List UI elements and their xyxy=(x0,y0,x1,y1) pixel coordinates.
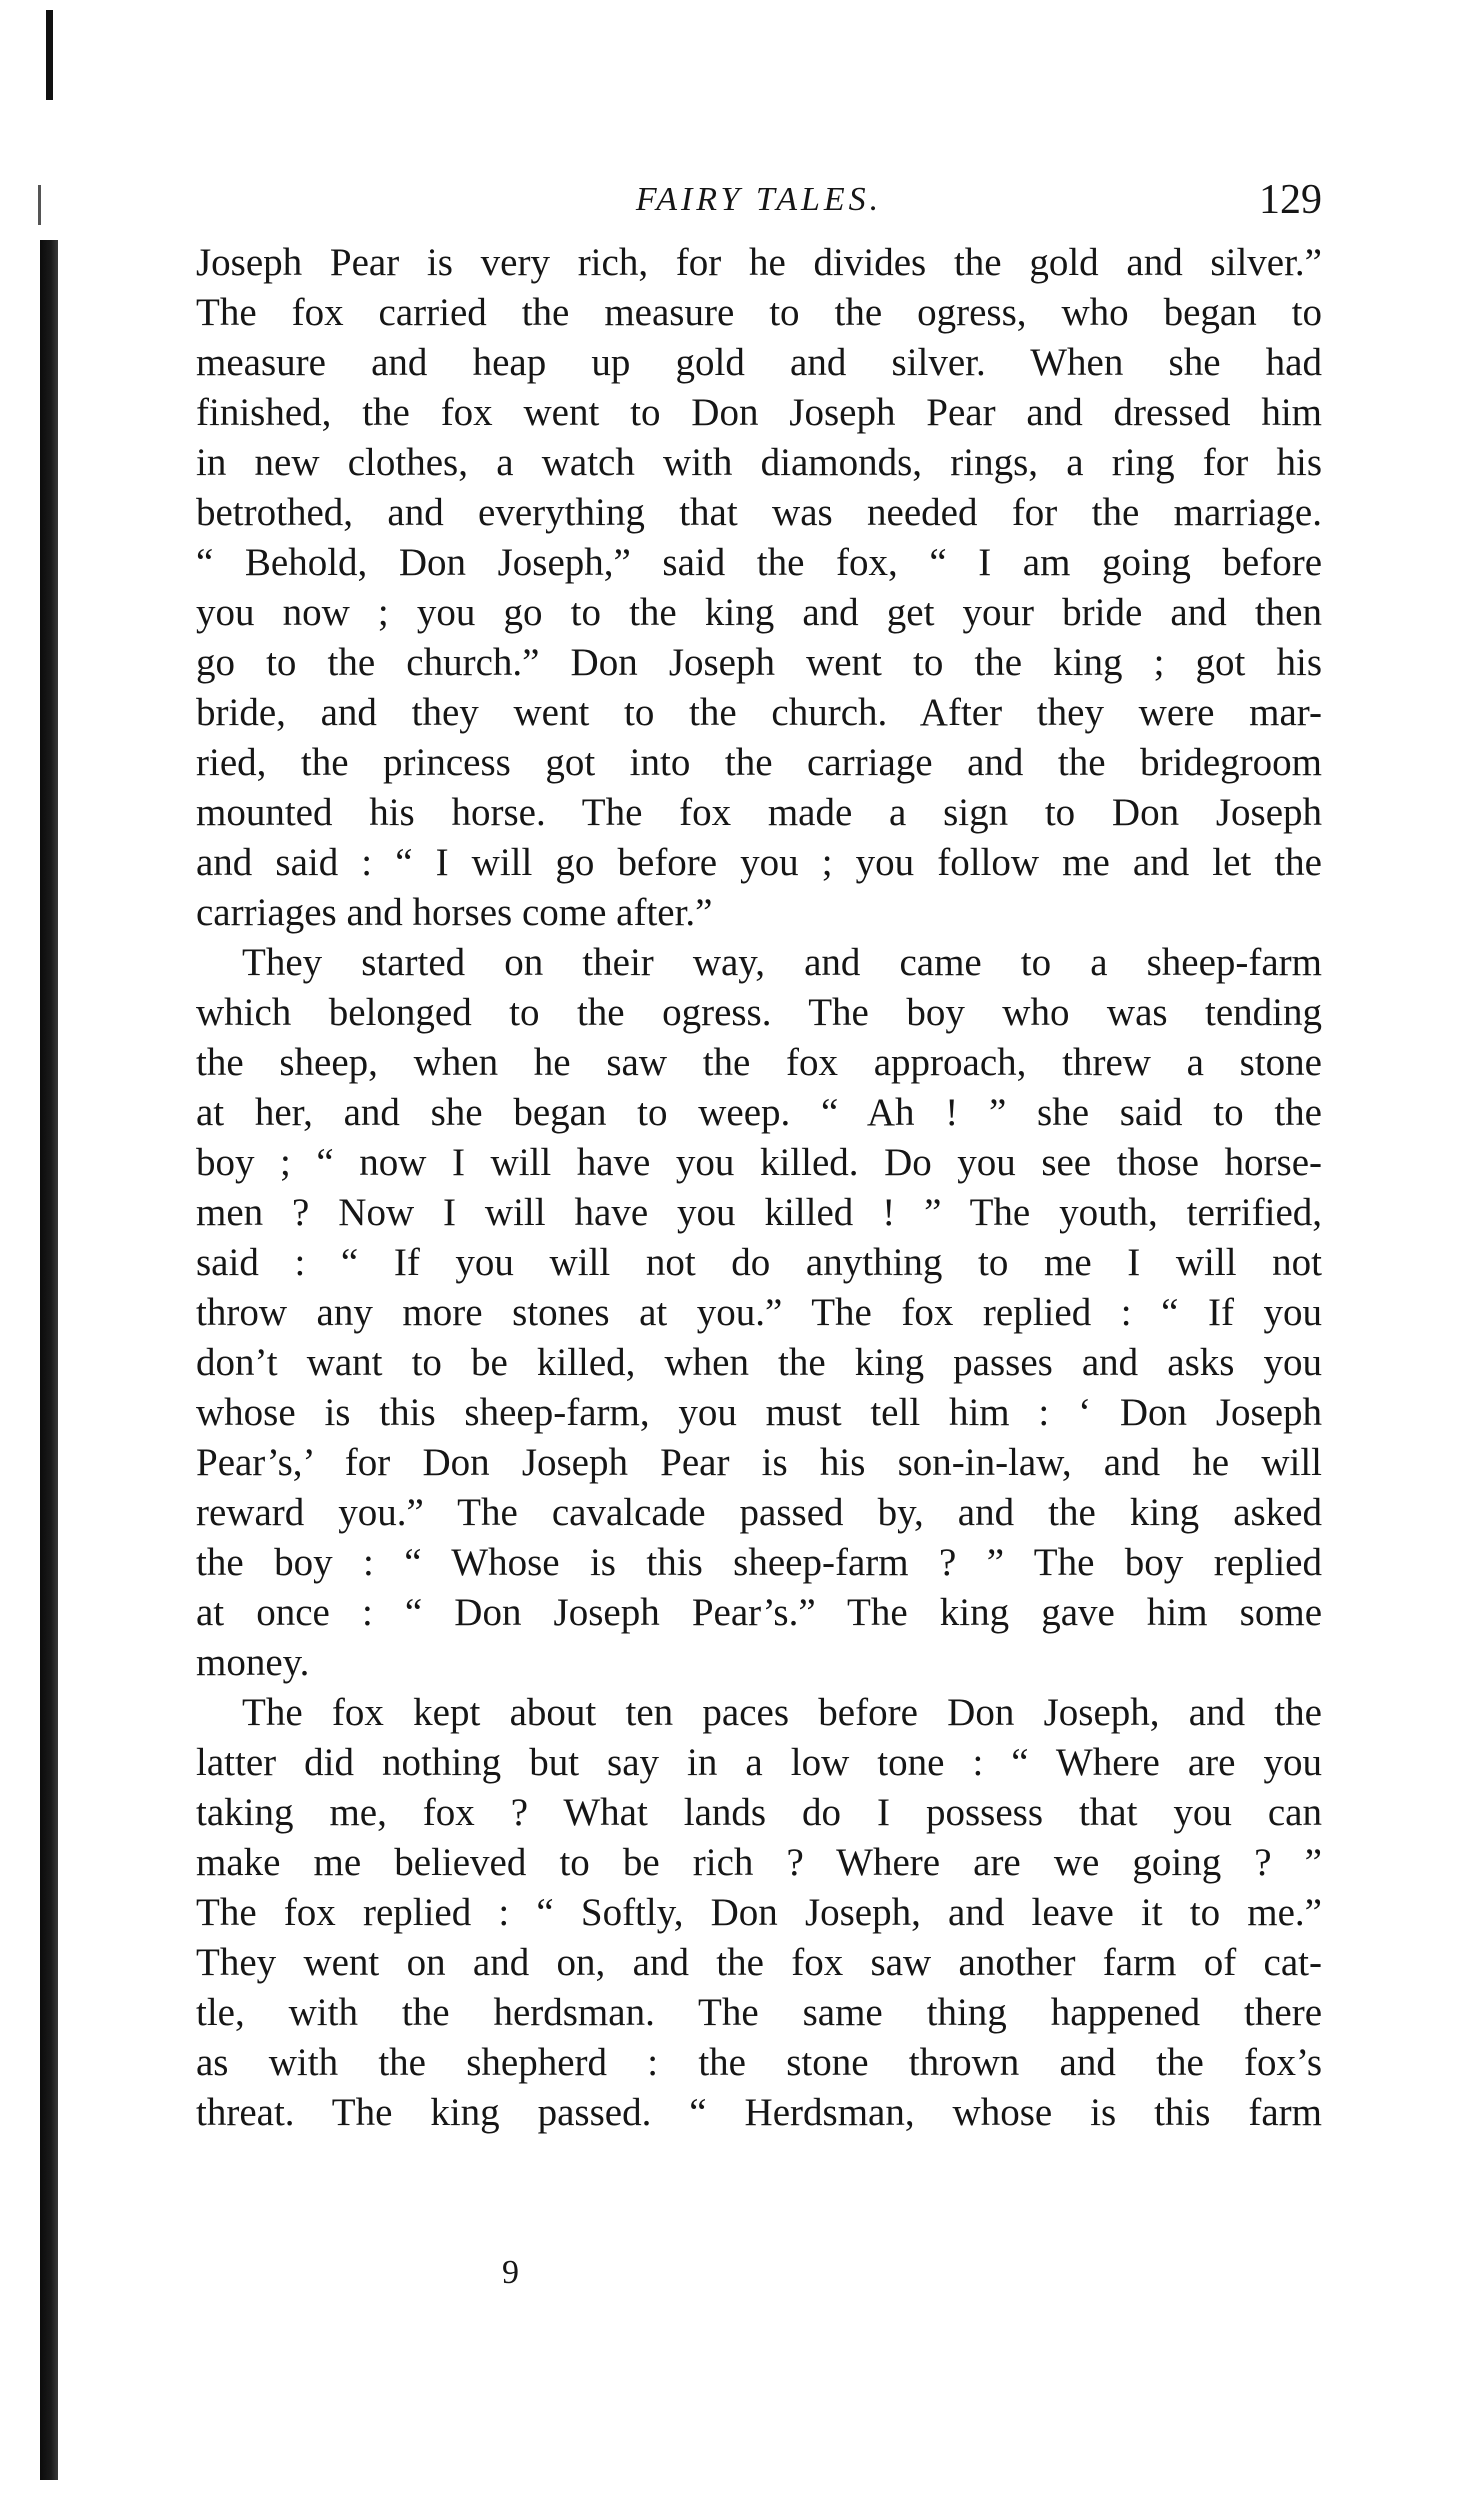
text-line: tle, with the herdsman. The same thing happened there xyxy=(196,1991,1322,2034)
text-line: said : “ If you will not do anything to me I will not xyxy=(196,1241,1322,1284)
text-line: throw any more stones at you.” The fox replied : “ If you xyxy=(196,1291,1322,1334)
text-line: taking me, fox ? What lands do I possess that you can xyxy=(196,1791,1322,1834)
text-line: threat. The king passed. “ Herdsman, whose is this farm xyxy=(196,2091,1322,2134)
body-text xyxy=(196,238,1322,2138)
paragraph-1 xyxy=(196,238,1322,938)
text-line: and said : “ I will go before you ; you follow me and let the xyxy=(196,841,1322,884)
text-line: in new clothes, a watch with diamonds, rings, a ring for his xyxy=(196,441,1322,484)
text-line: at her, and she began to weep. “ Ah ! ” she said to the xyxy=(196,1091,1322,1134)
running-title: FAIRY TALES. xyxy=(635,181,883,218)
text-line: make me believed to be rich ? Where are we going ? ” xyxy=(196,1841,1322,1884)
text-line: The fox kept about ten paces before Don Joseph, and the xyxy=(242,1691,1322,1734)
text-line: betrothed, and everything that was needed for the marriage. xyxy=(196,491,1322,534)
text-line: the sheep, when he saw the fox approach, threw a stone xyxy=(196,1041,1322,1084)
text-line: at once : “ Don Joseph Pear’s.” The king gave him some xyxy=(196,1591,1322,1634)
text-line: reward you.” The cavalcade passed by, and the king asked xyxy=(196,1491,1322,1534)
text-line: They started on their way, and came to a sheep-farm xyxy=(242,941,1322,984)
text-line: Pear’s,’ for Don Joseph Pear is his son-in-law, and he will xyxy=(196,1441,1322,1484)
text-line: mounted his horse. The fox made a sign to Don Joseph xyxy=(196,791,1322,834)
paragraph-3 xyxy=(196,1688,1322,2138)
signature-mark: 9 xyxy=(502,2254,519,2291)
text-line: go to the church.” Don Joseph went to the king ; got his xyxy=(196,641,1322,684)
text-line: bride, and they went to the church. After they were mar- xyxy=(196,691,1322,734)
text-line: finished, the fox went to Don Joseph Pear and dressed him xyxy=(196,391,1322,434)
text-line: don’t want to be killed, when the king passes and asks you xyxy=(196,1341,1322,1384)
text-line: “ Behold, Don Joseph,” said the fox, “ I am going before xyxy=(196,541,1322,584)
text-line: carriages and horses come after.” xyxy=(196,891,713,934)
text-line: latter did nothing but say in a low tone : “ Where are you xyxy=(196,1741,1322,1784)
text-line: men ? Now I will have you killed ! ” The youth, terrified, xyxy=(196,1191,1322,1234)
text-line: They went on and on, and the fox saw another farm of cat- xyxy=(196,1941,1322,1984)
text-line: as with the shepherd : the stone thrown and the fox’s xyxy=(196,2041,1322,2084)
binding-edge-tick xyxy=(38,185,41,225)
text-line: the boy : “ Whose is this sheep-farm ? ” The boy replied xyxy=(196,1541,1322,1584)
text-line: The fox carried the measure to the ogress, who began to xyxy=(196,291,1322,334)
page-number: 129 xyxy=(1259,177,1322,223)
text-line: which belonged to the ogress. The boy who was tending xyxy=(196,991,1322,1034)
paragraph-2 xyxy=(196,938,1322,1688)
text-line: you now ; you go to the king and get your bride and then xyxy=(196,591,1322,634)
text-line: boy ; “ now I will have you killed. Do you see those horse- xyxy=(196,1141,1322,1184)
running-head xyxy=(196,172,1322,228)
binding-edge xyxy=(40,240,58,2480)
text-line: ried, the princess got into the carriage and the bridegroom xyxy=(196,741,1322,784)
binding-edge-top xyxy=(46,10,53,100)
text-line: money. xyxy=(196,1641,310,1684)
text-line: Joseph Pear is very rich, for he divides the gold and silver.” xyxy=(196,241,1322,284)
text-line: whose is this sheep-farm, you must tell him : ‘ Don Joseph xyxy=(196,1391,1322,1434)
text-line: measure and heap up gold and silver. When she had xyxy=(196,341,1322,384)
text-line: The fox replied : “ Softly, Don Joseph, and leave it to me.” xyxy=(196,1891,1322,1934)
